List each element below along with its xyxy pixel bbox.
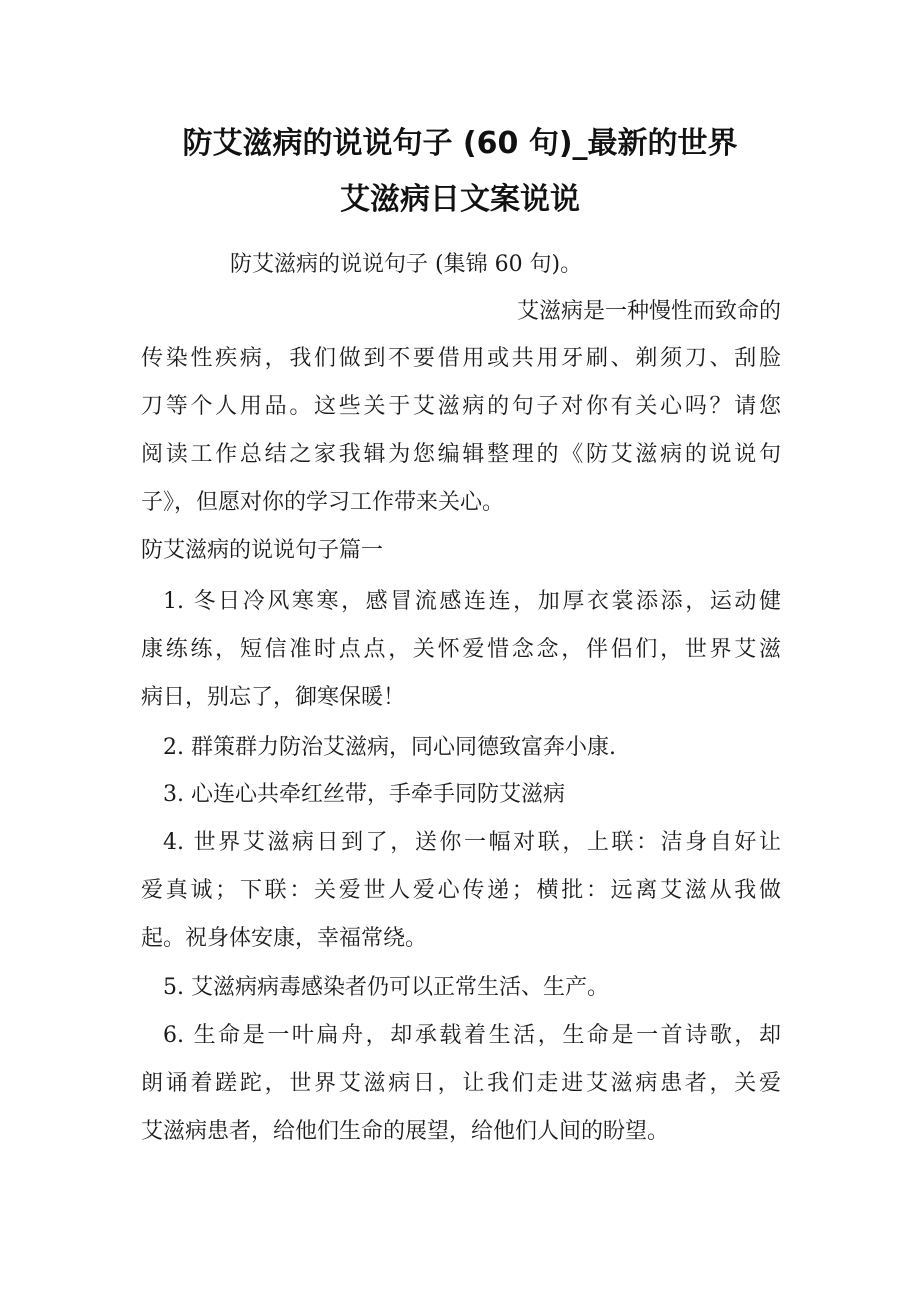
list-item-line: 起。祝身体安康，幸福常绕。 (141, 926, 428, 951)
list-item-line: 6. 生命是一叶扁舟，却承载着生活，生命是一首诗歌，却 (163, 1023, 781, 1048)
list-item-line: 病日，别忘了，御寒保暖！ (141, 685, 406, 710)
list-item-line: 朗诵着蹉跎，世界艾滋病日，让我们走进艾滋病患者，关爱 (141, 1071, 781, 1096)
intro-line: 防艾滋病的说说句子 (集锦 60 句)。 (230, 252, 583, 277)
document-title-line-2: 艾滋病日文案说说 (340, 182, 580, 217)
list-item-line: 爱真诚；下联：关爱世人爱心传递；横批：远离艾滋从我做 (141, 878, 781, 903)
list-item-line: 1. 冬日冷风寒寒，感冒流感连连，加厚衣裳添添，运动健 (163, 589, 781, 614)
paragraph-line: 子》，但愿对你的学习工作带来关心。 (141, 490, 505, 515)
list-item-line: 4. 世界艾滋病日到了，送你一幅对联，上联：洁身自好让 (163, 830, 781, 855)
list-item-line: 康练练，短信准时点点，关怀爱惜念念，伴侣们，世界艾滋 (141, 637, 781, 662)
paragraph-line: 艾滋病是一种慢性而致命的 (516, 299, 781, 324)
paragraph-line: 传染性疾病，我们做到不要借用或共用牙刷、剃须刀、刮脸 (141, 346, 781, 371)
list-item-line: 3. 心连心共牵红丝带，手牵手同防艾滋病 (163, 782, 565, 807)
document-title-line-1: 防艾滋病的说说句子 (60 句)_最新的世界 (182, 126, 738, 161)
list-item-line: 艾滋病患者，给他们生命的展望，给他们人间的盼望。 (141, 1119, 670, 1144)
section-heading: 防艾滋病的说说句子篇一 (141, 538, 384, 563)
paragraph-line: 阅读工作总结之家我辑为您编辑整理的《防艾滋病的说说句 (141, 442, 781, 467)
list-item-line: 2. 群策群力防治艾滋病，同心同德致富奔小康. (163, 735, 616, 760)
list-item-line: 5. 艾滋病病毒感染者仍可以正常生活、生产。 (163, 975, 609, 1000)
paragraph-line: 刀等个人用品。这些关于艾滋病的句子对你有关心吗？请您 (141, 394, 781, 419)
